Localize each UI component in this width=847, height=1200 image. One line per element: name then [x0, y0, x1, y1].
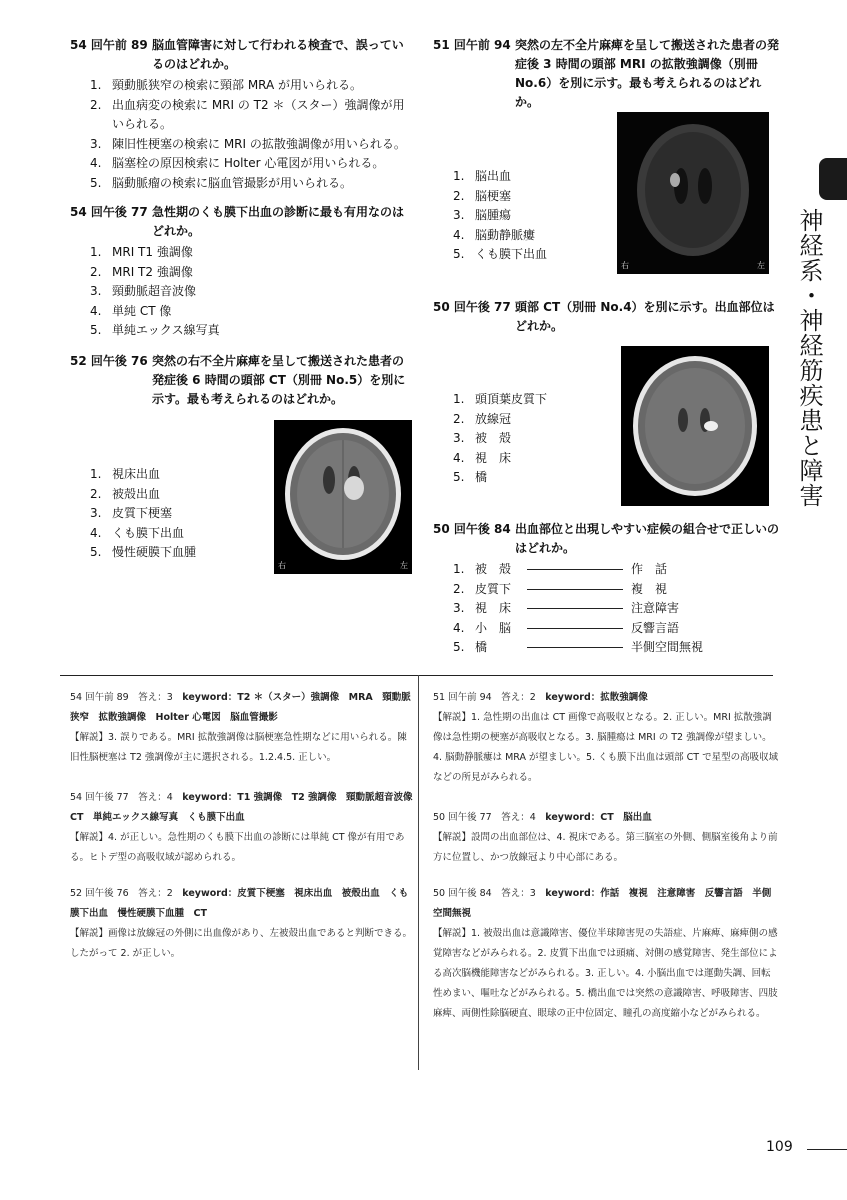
- question-51am94: [433, 36, 779, 112]
- choice: 1. 視床出血: [90, 467, 161, 481]
- question-number: 50 回午後 77: [433, 300, 511, 314]
- question-text: 急性期のくも膜下出血の診断に最も有用なのはどれか。: [152, 205, 405, 238]
- answer-explanation: 【解説】1. 急性期の出血は CT 画像で高吸収となる。2. 正しい。MRI 拡散強調像は急性期の梗塞が高吸収となる。3. 脳腫瘍は MRI の T2 強調像が望ましい。4. 脳動静脈瘻は MRA が望ましい。5. くも膜下出血は頭部 CT で星型の高吸収域などの所見がみられる。: [433, 712, 779, 783]
- choice: 1. 脳出血: [453, 169, 512, 183]
- page-number: 109: [766, 1139, 793, 1155]
- choice: 3. 陳旧性梗塞の検索に MRI の拡散強調像が用いられる。: [90, 136, 406, 151]
- choice: 3. 被 殻: [453, 431, 512, 445]
- answer-header: 54 回午後 77 答え：4: [70, 792, 183, 803]
- ct-scan-image-no5: [274, 420, 412, 574]
- question-text: 脳血管障害に対して行われる検査で、誤っているのはどれか。: [152, 38, 404, 71]
- answer-keywords: keyword：CT 脳出血: [545, 812, 652, 823]
- answer-keywords: keyword：拡散強調像: [545, 692, 648, 703]
- ct-scan-graphic: [274, 420, 412, 574]
- choice-list: [433, 167, 583, 265]
- mri-graphic: [617, 112, 769, 274]
- question-52pm76: [70, 352, 415, 409]
- question-text: 突然の左不全片麻痺を呈して搬送された患者の発症後 3 時間の頭部 MRI の拡散強調像（別冊 No.6）を別に示す。最も考えられるのはどれか。: [515, 38, 780, 109]
- side-label-right: 右: [621, 261, 629, 270]
- answer-header: 54 回午前 89 答え：3: [70, 692, 183, 703]
- answer-header: 50 回午後 84 答え：3: [433, 888, 546, 899]
- answer-explanation: 【解説】4. が正しい。急性期のくも膜下出血の診断には単純 CT 像が有用である。ヒトデ型の高吸収域が認められる。: [70, 832, 405, 863]
- choice-list: [433, 390, 603, 488]
- choice: 4. 視 床: [453, 450, 512, 465]
- choice: 3. 脳腫瘍: [453, 208, 512, 222]
- choice: 2. 放線冠: [453, 411, 512, 426]
- pair-choice: 5. 橋 半側空間無視: [433, 638, 779, 658]
- side-label-left: 左: [757, 261, 765, 270]
- answer-50pm77: [433, 808, 779, 868]
- pair-choice-list: [433, 560, 779, 658]
- answer-keywords: keyword：T2 ＊（スター）強調像 MRA 頸動脈狭窄 拡散強調像 Holter 心電図 脳血管撮影: [70, 692, 411, 723]
- answer-explanation: 【解説】3. 誤りである。MRI 拡散強調像は脳梗塞急性期などに用いられる。陳旧性脳梗塞は T2 強調像が主に選択される。1.2.4.5. 正しい。: [70, 732, 407, 763]
- choice: 5. 慢性硬膜下血腫: [90, 545, 197, 559]
- choice: 2. MRI T2 強調像: [90, 264, 193, 279]
- question-number: 54 回午前 89: [70, 38, 148, 52]
- answer-52pm76: [70, 884, 416, 964]
- choice-list: [70, 243, 415, 341]
- answer-header: 51 回午前 94 答え：2: [433, 692, 546, 703]
- answer-explanation: 【解説】画像は放線冠の外側に出血像があり、左被殻出血であると判断できる。したがって 2. が正しい。: [70, 928, 413, 959]
- question-text: 突然の右不全片麻痺を呈して搬送された患者の発症後 6 時間の頭部 CT（別冊 No.5）を別に示す。最も考えられるのはどれか。: [152, 354, 406, 406]
- side-label-left: 左: [400, 561, 408, 570]
- ct-scan-image-no4: [621, 346, 769, 506]
- choice: 5. 単純エックス線写真: [90, 323, 220, 337]
- question-text: 頭部 CT（別冊 No.4）を別に示す。出血部位はどれか。: [515, 300, 775, 333]
- question-number: 54 回午後 77: [70, 205, 148, 219]
- question-54am89: [70, 36, 415, 193]
- section-divider: [60, 675, 773, 676]
- answer-explanation: 【解説】1. 被殻出血は意識障害、優位半球障害児の失語症、片麻痺、麻痺側の感覚障害などがみられる。2. 皮質下出血では頭痛、対側の感覚障害、発生部位による高次脳機能障害などがみられる。3. 正しい。4. 小脳出血では運動失調、回転性めまい、嘔吐などがみられる。5. 橋出血では突然の意識障害、呼吸障害、四肢麻痺、両側性除脳硬直、眼球の正中位固定、瞳孔の高度縮小などがみられる。: [433, 928, 778, 1019]
- pair-choice: 4. 小 脳 反響言語: [433, 619, 779, 639]
- choice: 1. 頭頂葉皮質下: [453, 392, 548, 406]
- choice: 2. 出血病変の検索に MRI の T2 ＊（スター）強調像が用いられる。: [90, 97, 405, 131]
- answer-54am89: [70, 688, 416, 768]
- choice: 3. 皮質下梗塞: [90, 506, 173, 520]
- choice: 5. くも膜下出血: [453, 247, 548, 261]
- choice: 4. 単純 CT 像: [90, 303, 172, 318]
- answer-50pm84: [433, 884, 779, 1024]
- answer-51am94: [433, 688, 779, 788]
- mri-dwi-image-no6: [617, 112, 769, 274]
- chapter-tab: [819, 158, 847, 200]
- ct-scan-graphic: [621, 346, 769, 506]
- answer-keywords: keyword：T1 強調像 T2 強調像 頸動脈超音波像 CT 単純エックス線写真 くも膜下出血: [70, 792, 423, 823]
- question-number: 51 回午前 94: [433, 38, 511, 52]
- question-54pm77: [70, 203, 415, 341]
- question-number: 50 回午後 84: [433, 522, 511, 536]
- answer-keywords: keyword：皮質下梗塞 視床出血 被殻出血 くも膜下出血 慢性硬膜下血腫 CT: [70, 888, 409, 919]
- question-number: 52 回午後 76: [70, 354, 148, 368]
- page-number-rule: [807, 1149, 847, 1150]
- pair-choice: 3. 視 床 注意障害: [433, 599, 779, 619]
- column-divider: [418, 675, 419, 1070]
- question-50pm77: [433, 298, 779, 336]
- choice: 4. くも膜下出血: [90, 525, 185, 540]
- choice: 1. MRI T1 強調像: [90, 245, 193, 259]
- answer-header: 50 回午後 77 答え：4: [433, 812, 546, 823]
- pair-choice: 1. 被 殻 作 話: [433, 560, 779, 580]
- choice: 4. 脳塞栓の原因検索に Holter 心電図が用いられる。: [90, 156, 385, 170]
- pair-choice: 2. 皮質下 複 視: [433, 580, 779, 600]
- answer-explanation: 【解説】設問の出血部位は、4. 視床である。第三脳室の外側、側脳室後角より前方に位置し、かつ放線冠より中心部にある。: [433, 832, 778, 863]
- choice: 5. 橋: [453, 470, 488, 484]
- choice-list: [70, 465, 250, 563]
- answer-keywords: keyword：作話 複視 注意障害 反響言語 半側空間無視: [433, 888, 772, 919]
- choice: 1. 頸動脈狭窄の検索に頸部 MRA が用いられる。: [90, 78, 363, 92]
- question-50pm84: [433, 520, 779, 658]
- choice: 2. 脳梗塞: [453, 188, 512, 203]
- choice: 5. 脳動脈瘤の検索に脳血管撮影が用いられる。: [90, 175, 353, 190]
- answer-54pm77: [70, 788, 423, 868]
- answer-header: 52 回午後 76 答え：2: [70, 888, 183, 899]
- choice-list: [70, 76, 415, 193]
- choice: 2. 被殻出血: [90, 486, 161, 501]
- choice: 3. 頸動脈超音波像: [90, 284, 197, 298]
- question-text: 出血部位と出現しやすい症候の組合せで正しいのはどれか。: [515, 522, 780, 555]
- side-label-right: 右: [278, 561, 286, 570]
- chapter-title: 神経系・神経筋疾患と障害: [795, 208, 823, 508]
- choice: 4. 脳動静脈瘻: [453, 227, 536, 242]
